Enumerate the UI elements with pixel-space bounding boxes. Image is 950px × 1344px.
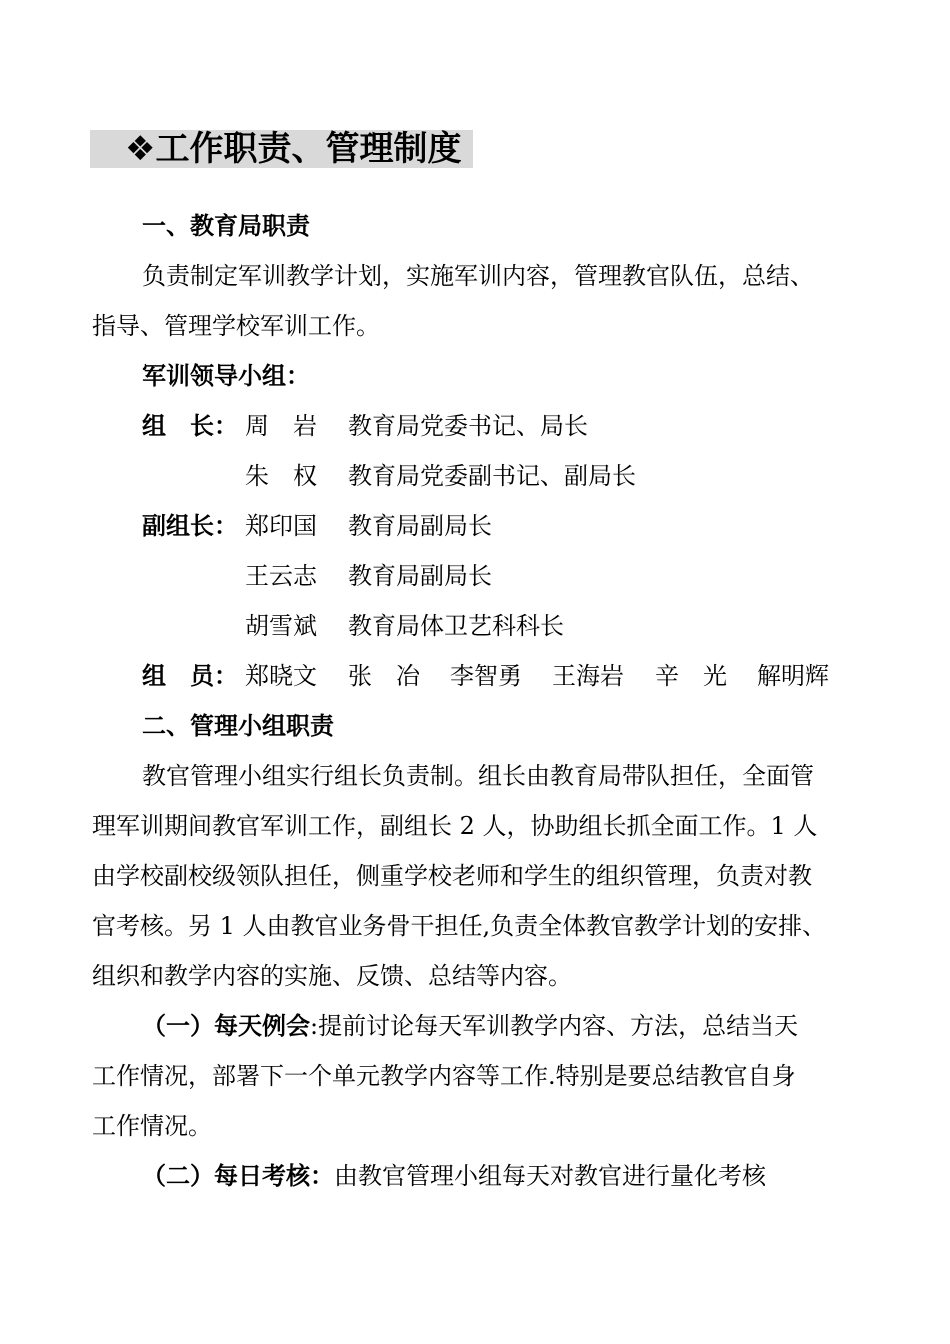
leader-name: 朱 权 xyxy=(245,462,317,490)
section1-para-line2: 指导、管理学校军训工作。 xyxy=(92,312,380,340)
leader-name: 周 岩 xyxy=(245,412,317,440)
section2-para-line: 理军训期间教官军训工作，副组长 2 人，协助组长抓全面工作。1 人 xyxy=(92,812,818,840)
section2-heading: 二、管理小组职责 xyxy=(142,712,334,740)
leader-role: 教育局党委副书记、副局长 xyxy=(348,462,636,490)
member-name: 辛 光 xyxy=(655,662,727,690)
section2-para-line: 组织和教学内容的实施、反馈、总结等内容。 xyxy=(92,962,572,990)
section2-para-line: 由学校副校级领队担任，侧重学校老师和学生的组织管理，负责对教 xyxy=(92,862,812,890)
item2-label: （二）每日考核： xyxy=(142,1162,334,1190)
leader-role: 教育局党委书记、局长 xyxy=(348,412,588,440)
deputy-role: 教育局体卫艺科科长 xyxy=(348,612,564,640)
section1-heading: 一、教育局职责 xyxy=(142,212,310,240)
member-name: 李智勇 xyxy=(450,662,522,690)
leader-label: 组 长： xyxy=(142,412,238,440)
item1-text: :提前讨论每天军训教学内容、方法，总结当天 xyxy=(310,1012,799,1040)
deputy-label: 副组长： xyxy=(142,512,238,540)
item2-line xyxy=(142,1160,766,1192)
item2-text: 由教官管理小组每天对教官进行量化考核 xyxy=(334,1162,766,1190)
section2-para-line: 教官管理小组实行组长负责制。组长由教育局带队担任，全面管 xyxy=(142,762,814,790)
member-name: 王海岩 xyxy=(552,662,624,690)
deputy-name: 胡雪斌 xyxy=(245,612,317,640)
section1-para-line1: 负责制定军训教学计划，实施军训内容，管理教官队伍，总结、 xyxy=(142,262,814,290)
deputy-name: 郑印国 xyxy=(245,512,317,540)
deputy-name: 王云志 xyxy=(245,562,317,590)
item1-label: （一）每天例会 xyxy=(142,1012,310,1040)
member-name: 张 冶 xyxy=(348,662,420,690)
item1-line3: 工作情况。 xyxy=(92,1112,212,1140)
deputy-role: 教育局副局长 xyxy=(348,512,492,540)
group-heading: 军训领导小组： xyxy=(142,362,310,390)
item1-line2: 工作情况，部署下一个单元教学内容等工作.特别是要总结教官自身 xyxy=(92,1062,796,1090)
member-label: 组 员： xyxy=(142,662,238,690)
page-title: ❖工作职责、管理制度 xyxy=(125,129,462,169)
deputy-role: 教育局副局长 xyxy=(348,562,492,590)
section2-para-line: 官考核。另 1 人由教官业务骨干担任,负责全体教官教学计划的安排、 xyxy=(92,912,827,940)
member-name: 郑晓文 xyxy=(245,662,317,690)
member-name: 解明辉 xyxy=(757,662,829,690)
item1-line1 xyxy=(142,1010,798,1042)
